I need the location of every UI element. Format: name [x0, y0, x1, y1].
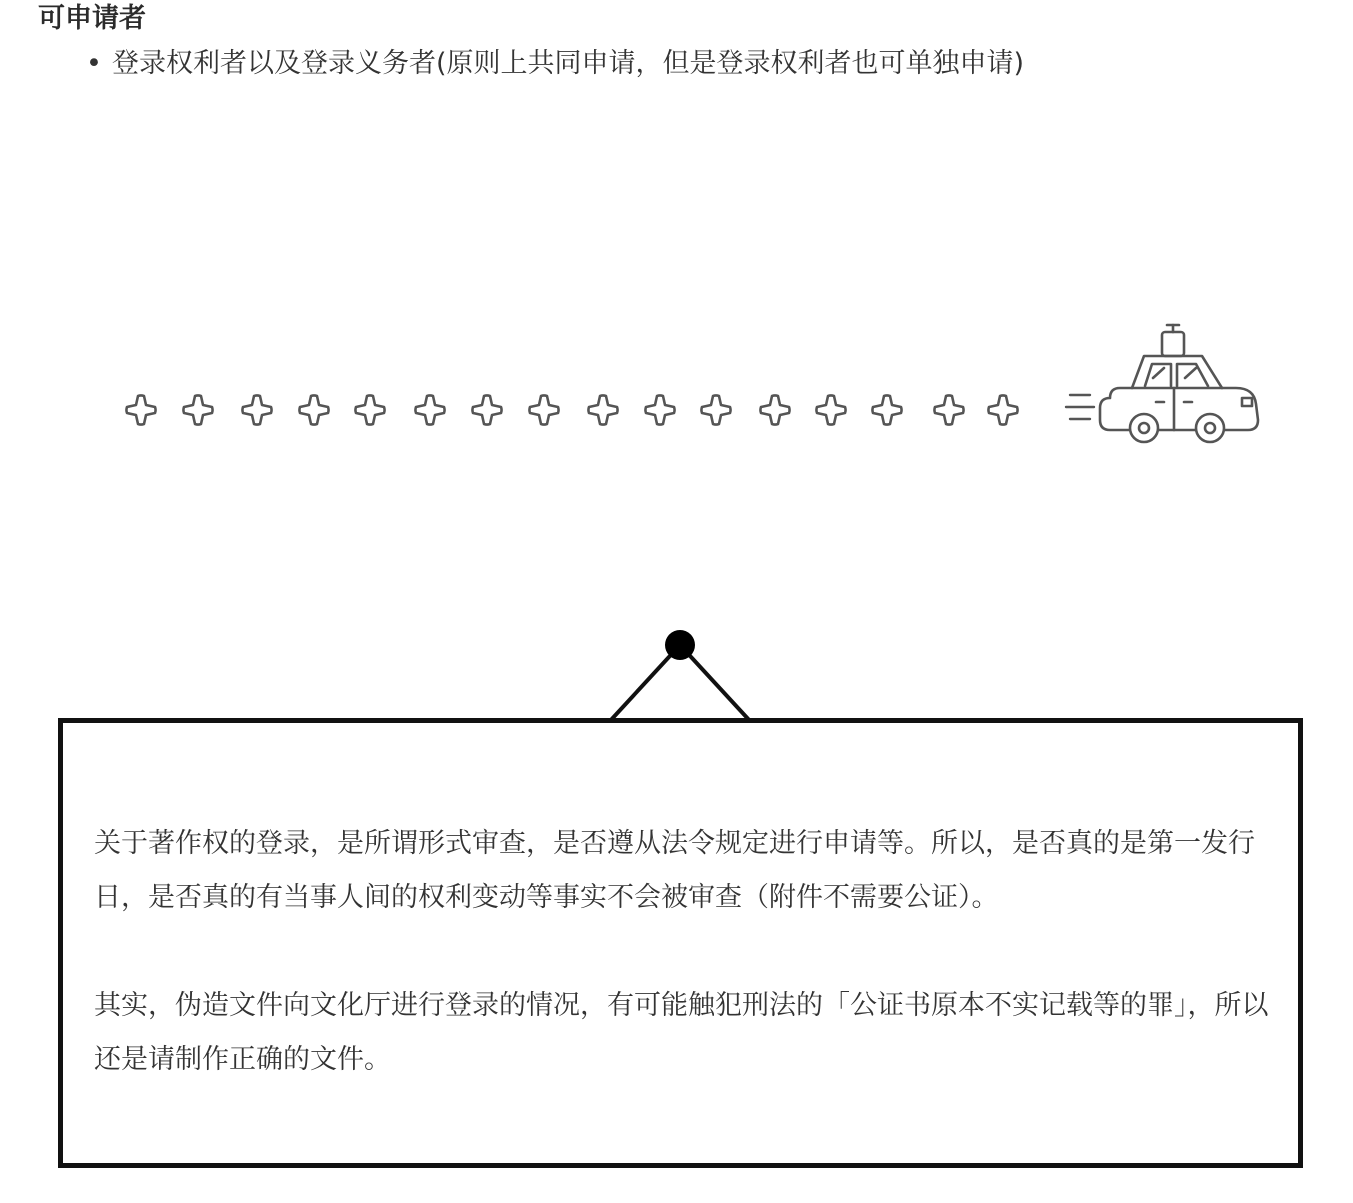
flower-icon — [645, 395, 674, 424]
note-paragraph: 其实，伪造文件向文化厅进行登录的情况，有可能触犯刑法的「公证书原本不实记载等的罪」，所以还是请制作正确的文件。 — [94, 990, 1269, 1075]
flower-icon — [701, 395, 730, 424]
flower-icon — [760, 395, 789, 424]
list-item — [86, 45, 1024, 83]
taxi-icon — [1100, 325, 1258, 442]
flower-icon — [588, 395, 617, 424]
list-item-text: 登录权利者以及登录义务者(原则上共同申请，但是登录权利者也可单独申请) — [112, 48, 1025, 79]
flower-icon — [415, 395, 444, 424]
flower-icon — [988, 395, 1017, 424]
section-title: 可申请者 — [38, 3, 146, 34]
flower-icon — [529, 395, 558, 424]
flower-icon — [472, 395, 501, 424]
hanger-pin-icon — [665, 630, 695, 660]
taxi-divider — [110, 320, 1270, 450]
flower-icon — [355, 395, 384, 424]
flower-icon — [872, 395, 901, 424]
flower-icon — [183, 395, 212, 424]
bullet-icon: • — [86, 48, 102, 79]
box-hanger — [600, 625, 760, 725]
flower-icon — [242, 395, 271, 424]
flower-icon — [299, 395, 328, 424]
speed-lines-icon — [1066, 395, 1094, 419]
flower-icon — [934, 395, 963, 424]
flower-icon — [126, 395, 155, 424]
flower-icon — [816, 395, 845, 424]
note-paragraph: 关于著作权的登录，是所谓形式审查，是否遵从法令规定进行申请等。所以，是否真的是第一发行日，是否真的有当事人间的权利变动等事实不会被审查（附件不需要公证）。 — [94, 828, 1255, 913]
note-box — [58, 718, 1303, 1168]
